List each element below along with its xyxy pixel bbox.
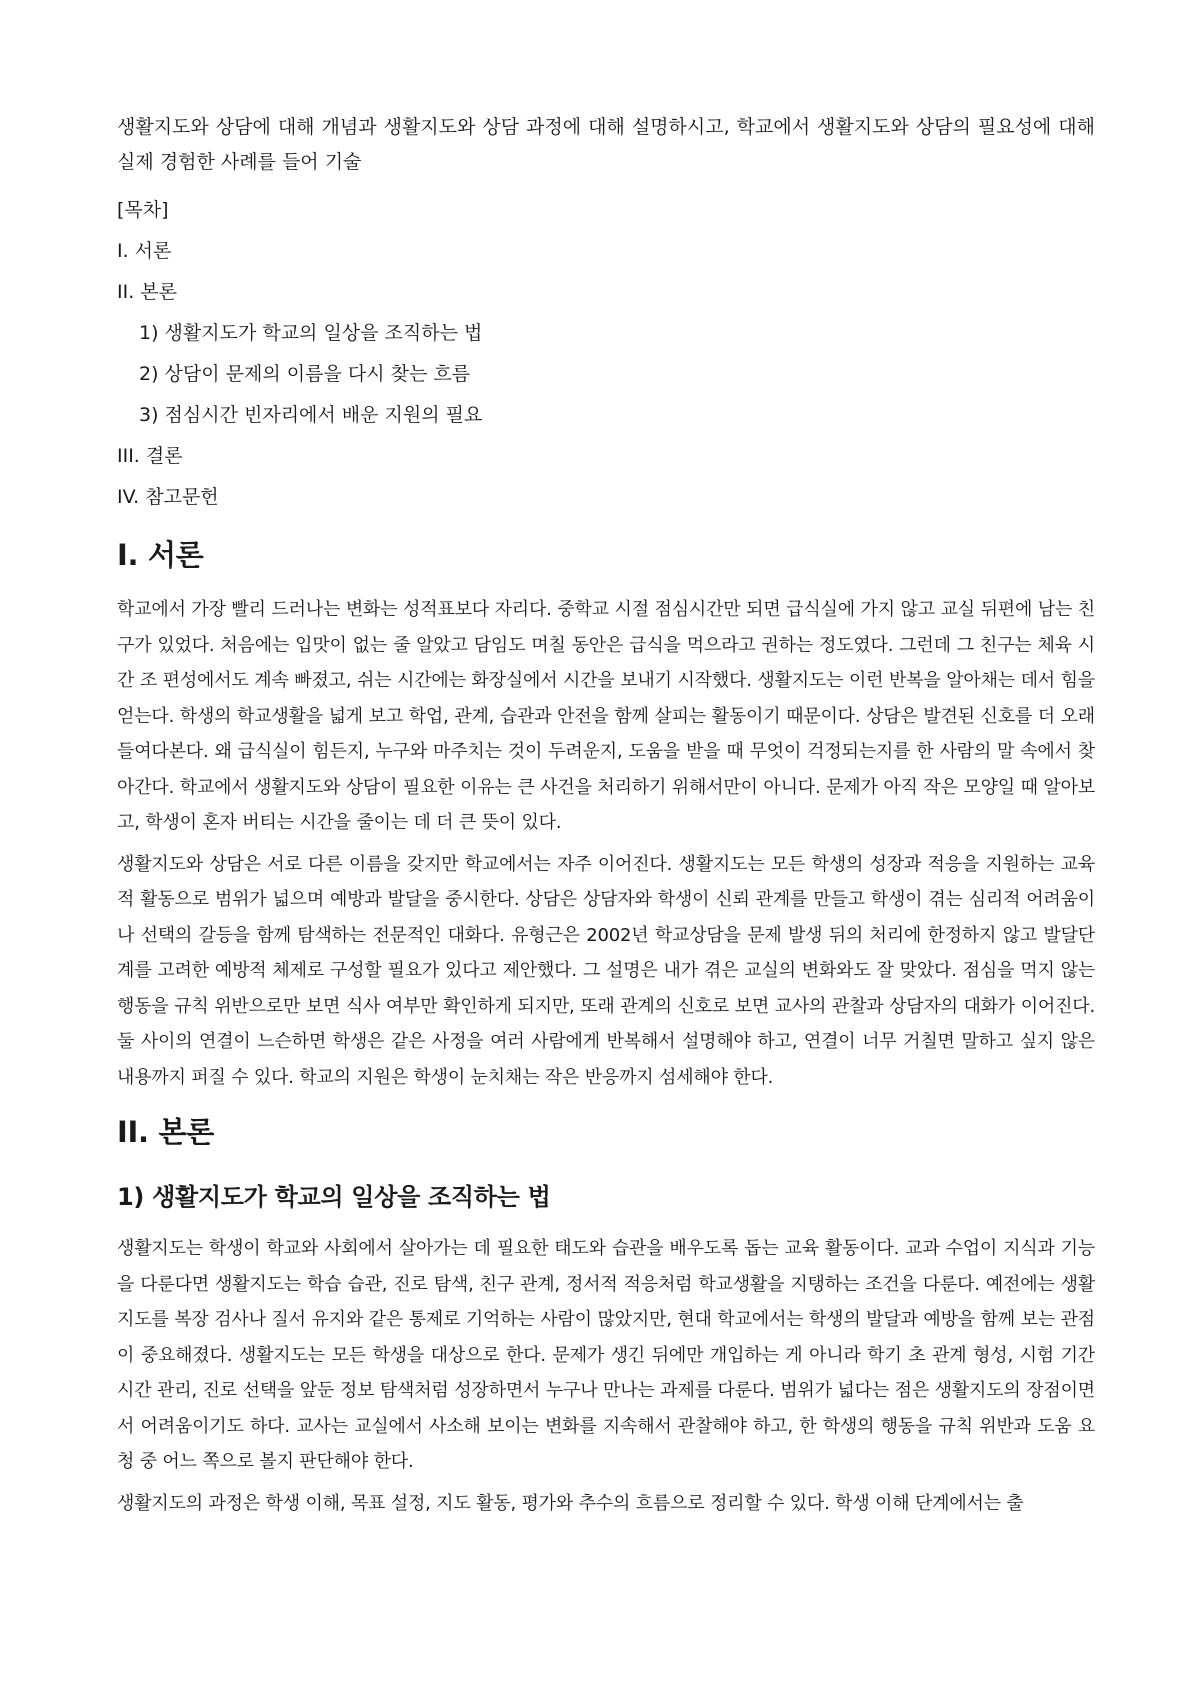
toc-subitem: 3) 점심시간 빈자리에서 배운 지원의 필요 xyxy=(139,404,483,426)
toc-heading: [목차] xyxy=(117,199,169,221)
table-of-contents xyxy=(117,190,1095,518)
toc-subitem: 2) 상담이 문제의 이름을 다시 찾는 흐름 xyxy=(139,363,471,385)
subsection-heading: 1) 생활지도가 학교의 일상을 조직하는 법 xyxy=(117,1183,551,1211)
intro-paragraph: 학교에서 가장 빨리 드러나는 변화는 성적표보다 자리다. 중학교 시절 점심시간만 되면 급식실에 가지 않고 교실 뒤편에 남는 친구가 있었다. 처음에는 입맛이 없는 줄 알았고 담임도 며칠 동안은 급식을 먹으라고 권하는 정도였다. 그런데 그 친구는 체육 시간 조 편성에서도 계속 빠졌고, 쉬는 시간에는 화장실에서 시간을 보내기 시작했다. 생활지도는 이런 반복을 알아채는 데서 힘을 얻는다. 학생의 학교생활을 넓게 보고 학업, 관계, 습관과 안전을 함께 살피는 활동이기 때문이다. 상담은 발견된 신호를 더 오래 들여다본다. 왜 급식실이 힘든지, 누구와 마주치는 것이 두려운지, 도움을 받을 때 무엇이 걱정되는지를 한 사람의 말 속에서 찾아간다. 학교에서 생활지도와 상담이 필요한 이유는 큰 사건을 처리하기 위해서만이 아니다. 문제가 아직 작은 모양일 때 알아보고, 학생이 혼자 버티는 시간을 줄이는 데 더 큰 뜻이 있다. xyxy=(117,599,1095,833)
body-paragraph: 생활지도의 과정은 학생 이해, 목표 설정, 지도 활동, 평가와 추수의 흐름으로 정리할 수 있다. 학생 이해 단계에서는 출 xyxy=(117,1492,1024,1514)
section-heading-body: II. 본론 xyxy=(117,1115,214,1149)
toc-item: I. 서론 xyxy=(117,240,172,262)
toc-item: III. 결론 xyxy=(117,445,183,467)
intro-paragraph: 생활지도와 상담은 서로 다른 이름을 갖지만 학교에서는 자주 이어진다. 생활지도는 모든 학생의 성장과 적응을 지원하는 교육적 활동으로 범위가 넓으며 예방과 발달을 중시한다. 상담은 상담자와 학생이 신뢰 관계를 만들고 학생이 겪는 심리적 어려움이나 선택의 갈등을 함께 탐색하는 전문적인 대화다. 유형근은 2002년 학교상담을 문제 발생 뒤의 처리에 한정하지 않고 발달단계를 고려한 예방적 체제로 구성할 필요가 있다고 제안했다. 그 설명은 내가 겪은 교실의 변화와도 잘 맞았다. 점심을 먹지 않는 행동을 규칙 위반으로만 보면 식사 여부만 확인하게 되지만, 또래 관계의 신호로 보면 교사의 관찰과 상담자의 대화가 이어진다. 둘 사이의 연결이 느슨하면 학생은 같은 사정을 여러 사람에게 반복해서 설명해야 하고, 연결이 너무 거칠면 말하고 싶지 않은 내용까지 퍼질 수 있다. 학교의 지원은 학생이 눈치채는 작은 반응까지 섬세해야 한다. xyxy=(117,853,1095,1088)
toc-subitem: 1) 생활지도가 학교의 일상을 조직하는 법 xyxy=(139,322,483,344)
assignment-prompt: 생활지도와 상담에 대해 개념과 생활지도와 상담 과정에 대해 설명하시고, 학교에서 생활지도와 상담의 필요성에 대해 실제 경험한 사례를 들어 기술 xyxy=(117,116,1095,173)
body-paragraph: 생활지도는 학생이 학교와 사회에서 살아가는 데 필요한 태도와 습관을 배우도록 돕는 교육 활동이다. 교과 수업이 지식과 기능을 다룬다면 생활지도는 학습 습관, 진로 탐색, 친구 관계, 정서적 적응처럼 학교생활을 지탱하는 조건을 다룬다. 예전에는 생활지도를 복장 검사나 질서 유지와 같은 통제로 기억하는 사람이 많았지만, 현대 학교에서는 학생의 발달과 예방을 함께 보는 관점이 중요해졌다. 생활지도는 모든 학생을 대상으로 한다. 문제가 생긴 뒤에만 개입하는 게 아니라 학기 초 관계 형성, 시험 기간 시간 관리, 진로 선택을 앞둔 정보 탐색처럼 성장하면서 누구나 만나는 과제를 다룬다. 범위가 넓다는 점은 생활지도의 장점이면서 어려움이기도 하다. 교사는 교실에서 사소해 보이는 변화를 지속해서 관찰해야 하고, 한 학생의 행동을 규칙 위반과 도움 요청 중 어느 쪽으로 볼지 판단해야 한다. xyxy=(117,1238,1095,1472)
section-heading-intro: I. 서론 xyxy=(117,538,204,572)
toc-item: IV. 참고문헌 xyxy=(117,486,219,508)
toc-item: II. 본론 xyxy=(117,281,177,303)
